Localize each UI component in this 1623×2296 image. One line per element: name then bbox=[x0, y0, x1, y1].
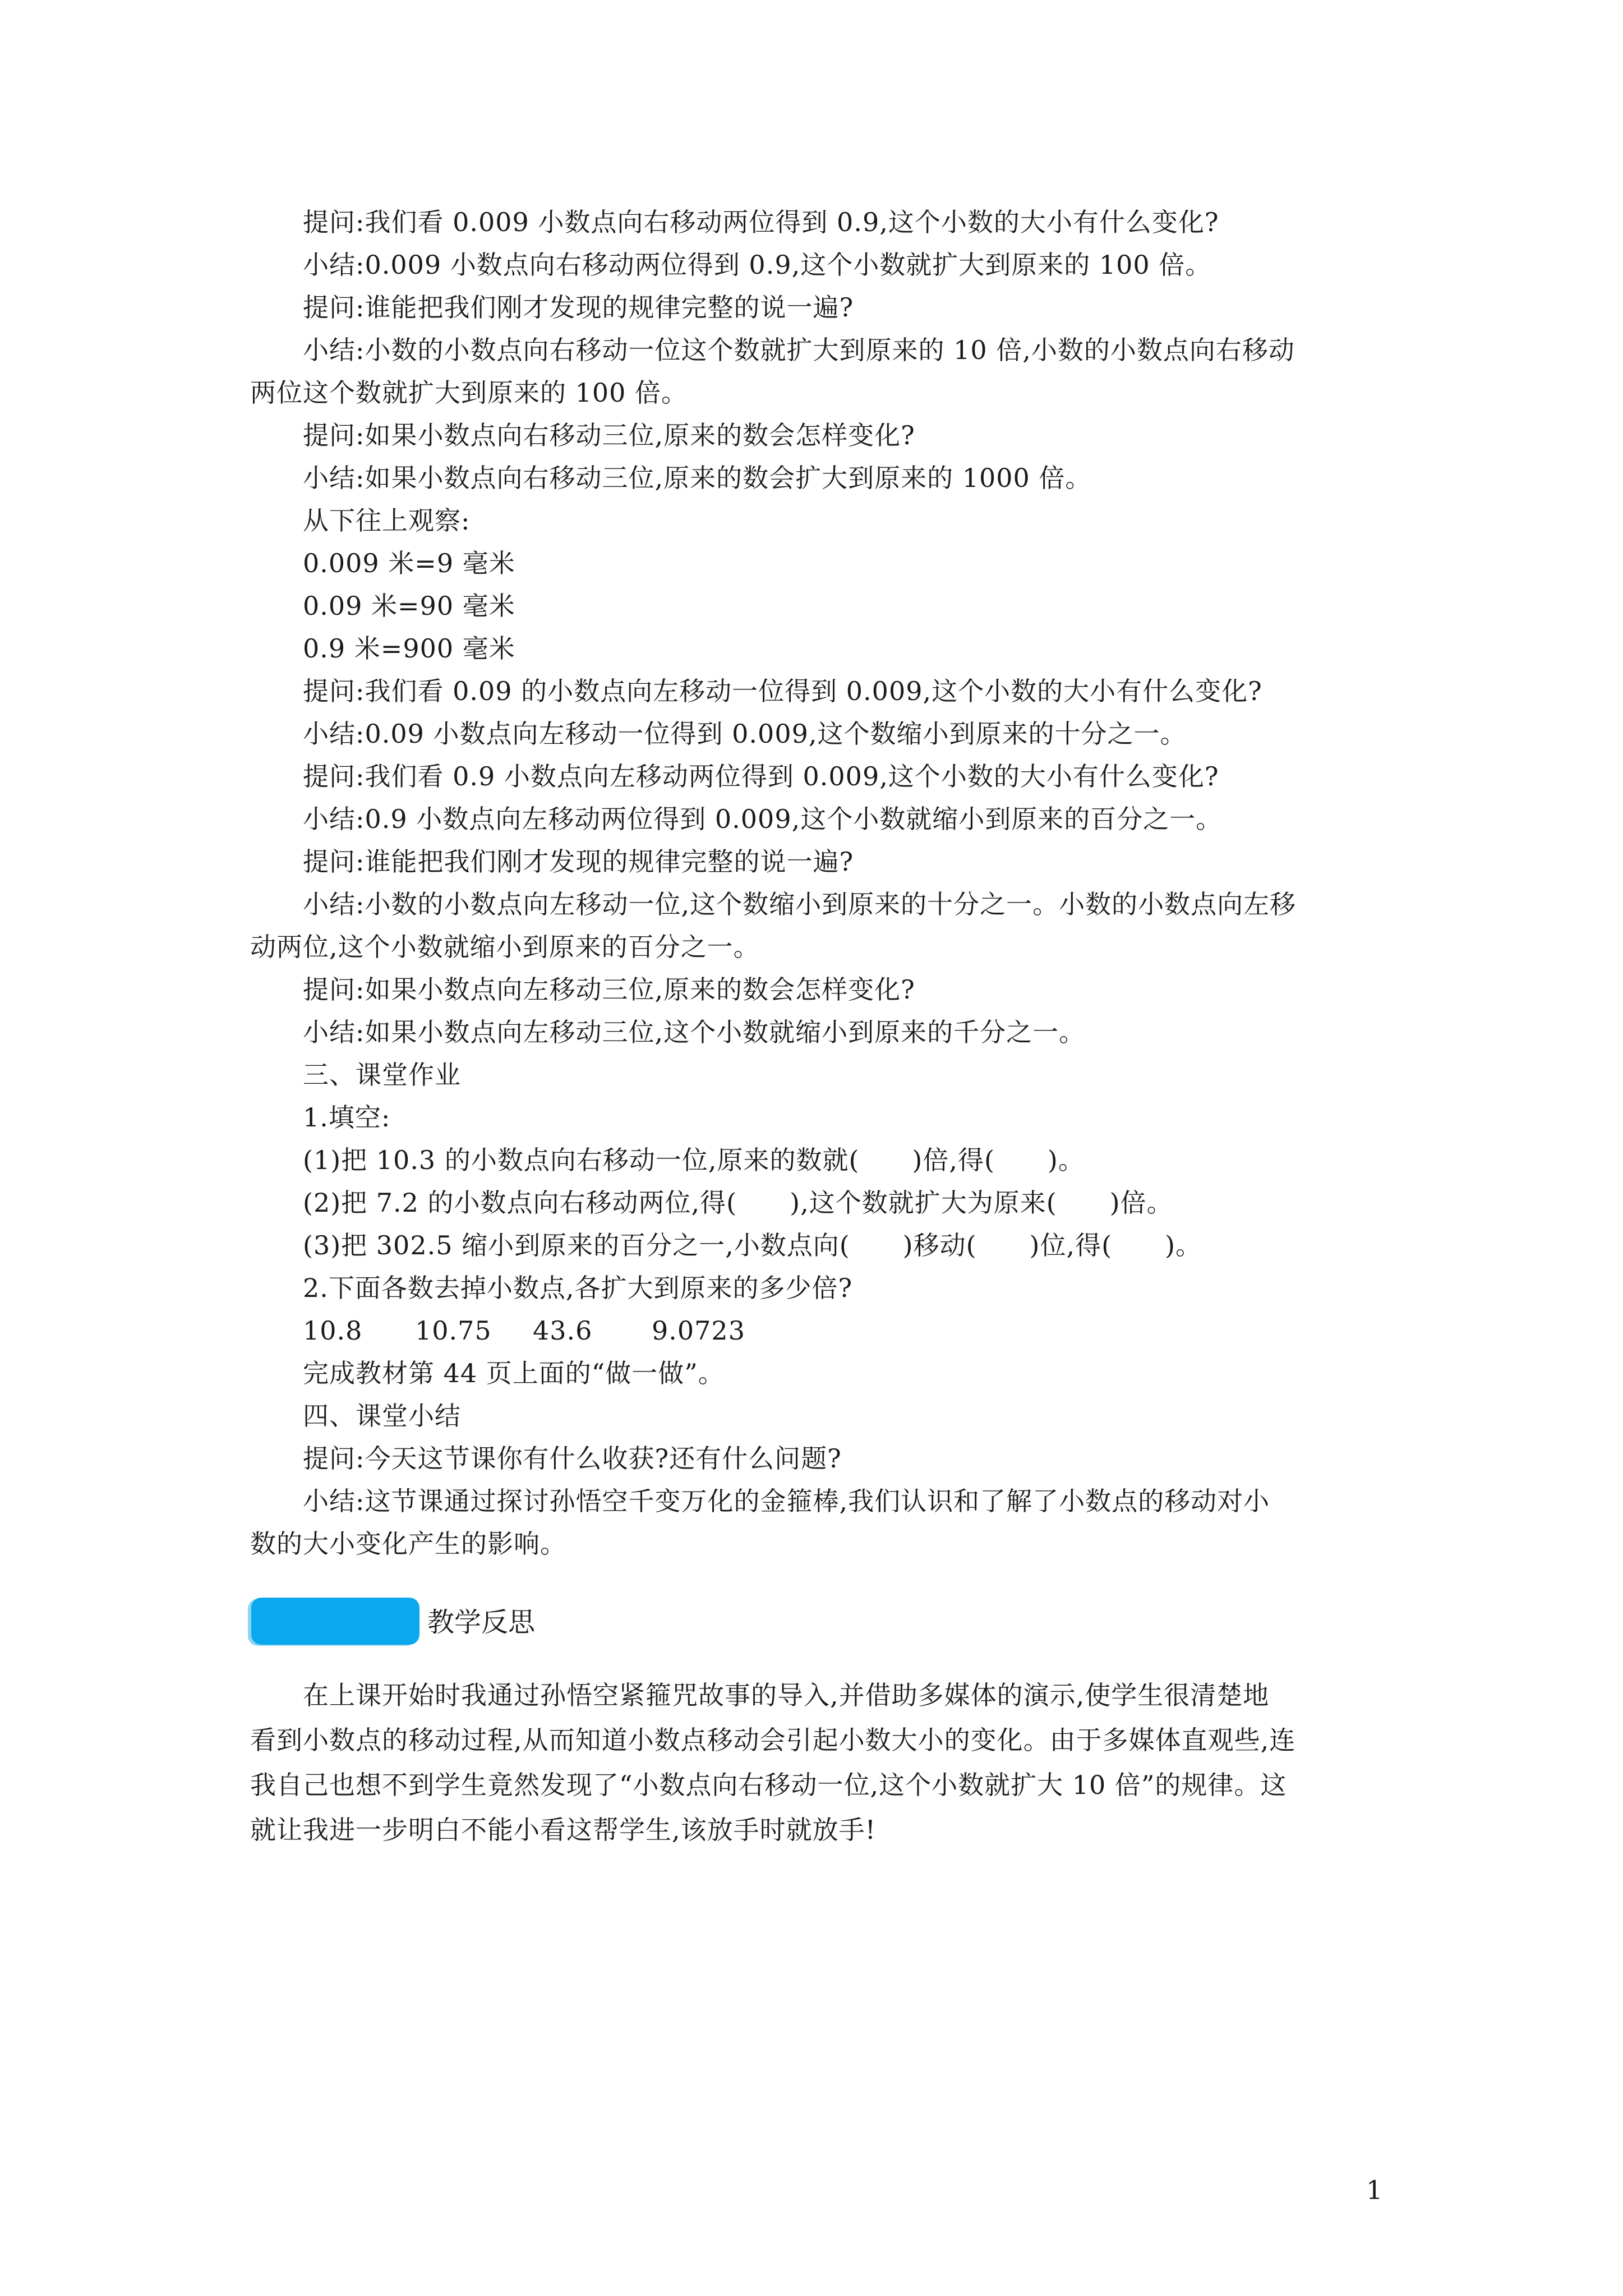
section-heading-homework: 三、课堂作业 bbox=[303, 1060, 461, 1090]
number-list bbox=[303, 1309, 745, 1352]
summary-line: 小结:0.9 小数点向左移动两位得到 0.009,这个小数就缩小到原来的百分之一。 bbox=[303, 804, 1223, 834]
page-number: 1 bbox=[1366, 2175, 1383, 2205]
reflection-line: 我自己也想不到学生竟然发现了“小数点向右移动一位,这个小数就扩大 10 倍”的规律。这 bbox=[250, 1770, 1287, 1800]
question-line: 提问:如果小数点向左移动三位,原来的数会怎样变化? bbox=[303, 974, 915, 1005]
conversion-line: 0.09 米=90 毫米 bbox=[303, 591, 515, 621]
reflection-line: 就让我进一步明白不能小看这帮学生,该放手时就放手! bbox=[250, 1815, 877, 1845]
number-item: 10.75 bbox=[415, 1315, 492, 1346]
number-item: 43.6 bbox=[533, 1315, 593, 1346]
conversion-line: 0.9 米=900 毫米 bbox=[303, 633, 515, 664]
summary-line-continued: 两位这个数就扩大到原来的 100 倍。 bbox=[250, 378, 688, 408]
number-item: 9.0723 bbox=[652, 1315, 745, 1346]
section-label-reflection: 教学反思 bbox=[427, 1607, 536, 1638]
exercise-heading-decimal: 2.下面各数去掉小数点,各扩大到原来的多少倍? bbox=[303, 1273, 853, 1303]
question-line: 提问:我们看 0.9 小数点向左移动两位得到 0.009,这个小数的大小有什么变化? bbox=[303, 761, 1219, 792]
question-line: 提问:如果小数点向右移动三位,原来的数会怎样变化? bbox=[303, 420, 915, 450]
summary-line: 小结:小数的小数点向左移动一位,这个数缩小到原来的十分之一。小数的小数点向左移 bbox=[303, 889, 1297, 919]
summary-line: 小结:这节课通过探讨孙悟空千变万化的金箍棒,我们认识和了解了小数点的移动对小 bbox=[303, 1486, 1270, 1516]
exercise-item: (1)把 10.3 的小数点向右移动一位,原来的数就( )倍,得( )。 bbox=[303, 1145, 1085, 1175]
summary-line: 小结:小数的小数点向右移动一位这个数就扩大到原来的 10 倍,小数的小数点向右移动 bbox=[303, 335, 1295, 365]
exercise-item: (2)把 7.2 的小数点向右移动两位,得( ),这个数就扩大为原来( )倍。 bbox=[303, 1188, 1173, 1218]
summary-line: 小结:0.09 小数点向左移动一位得到 0.009,这个数缩小到原来的十分之一。 bbox=[303, 719, 1187, 749]
question-line: 提问:谁能把我们刚才发现的规律完整的说一遍? bbox=[303, 846, 854, 877]
exercise-item: (3)把 302.5 缩小到原来的百分之一,小数点向( )移动( )位,得( )。 bbox=[303, 1230, 1202, 1260]
section-badge bbox=[251, 1598, 419, 1645]
conversion-line: 0.009 米=9 毫米 bbox=[303, 548, 515, 578]
summary-line: 小结:如果小数点向右移动三位,原来的数会扩大到原来的 1000 倍。 bbox=[303, 463, 1092, 493]
exercise-heading-fill: 1.填空: bbox=[303, 1102, 391, 1133]
question-line: 提问:我们看 0.009 小数点向右移动两位得到 0.9,这个小数的大小有什么变化? bbox=[303, 207, 1219, 237]
summary-line: 小结:如果小数点向左移动三位,这个小数就缩小到原来的千分之一。 bbox=[303, 1017, 1086, 1047]
reflection-line: 在上课开始时我通过孙悟空紧箍咒故事的导入,并借助多媒体的演示,使学生很清楚地 bbox=[303, 1680, 1270, 1710]
number-item: 10.8 bbox=[303, 1315, 363, 1346]
reflection-line: 看到小数点的移动过程,从而知道小数点移动会引起小数大小的变化。由于多媒体直观些,连 bbox=[250, 1725, 1296, 1755]
question-line: 提问:今天这节课你有什么收获?还有什么问题? bbox=[303, 1443, 842, 1474]
summary-line: 小结:0.009 小数点向右移动两位得到 0.9,这个小数就扩大到原来的 100 倍。 bbox=[303, 250, 1212, 280]
section-heading-summary: 四、课堂小结 bbox=[303, 1401, 461, 1431]
question-line: 提问:我们看 0.09 的小数点向左移动一位得到 0.009,这个小数的大小有什么变化? bbox=[303, 676, 1262, 706]
question-line: 提问:谁能把我们刚才发现的规律完整的说一遍? bbox=[303, 292, 854, 323]
summary-line-continued: 数的大小变化产生的影响。 bbox=[250, 1529, 566, 1559]
textbook-task: 完成教材第 44 页上面的“做一做”。 bbox=[303, 1358, 725, 1388]
observe-heading: 从下往上观察: bbox=[303, 505, 471, 536]
summary-line-continued: 动两位,这个小数就缩小到原来的百分之一。 bbox=[250, 932, 760, 962]
